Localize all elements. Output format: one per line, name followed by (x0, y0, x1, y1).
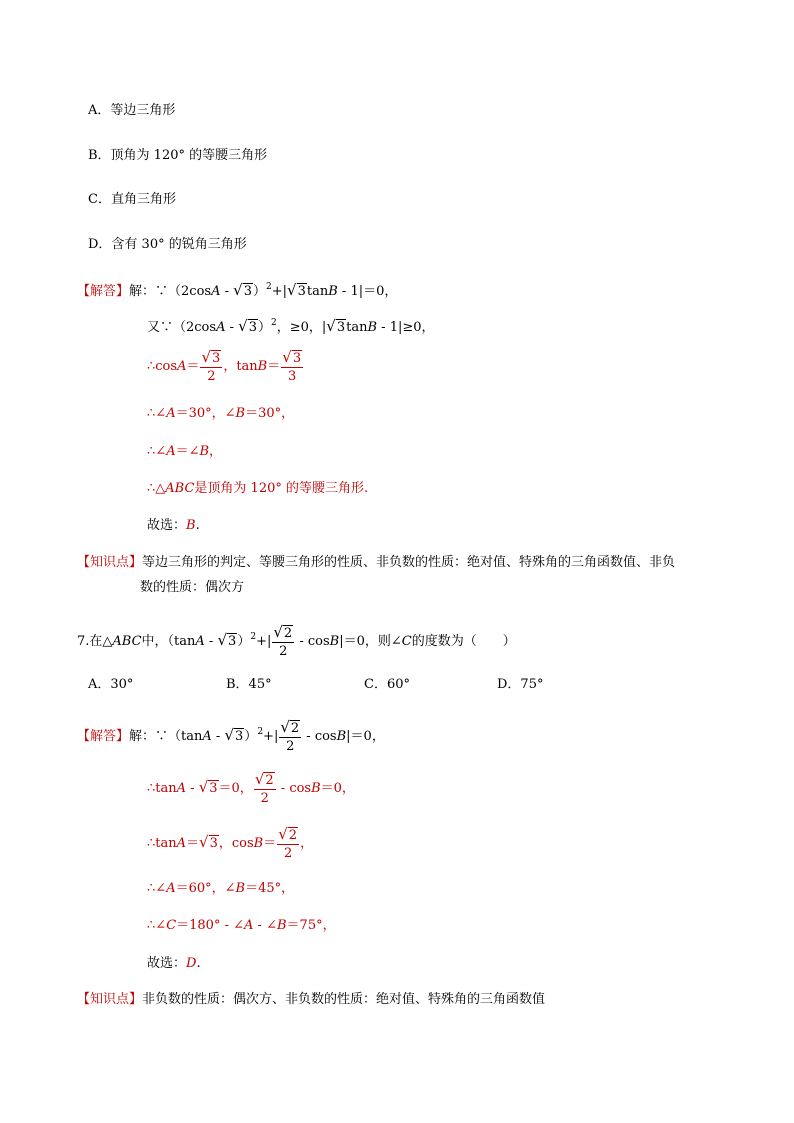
sqrt-symbol: √ (201, 348, 212, 366)
question-7 (77, 620, 516, 659)
var-a: A (195, 634, 205, 649)
op: ＝ (263, 836, 277, 851)
radicand: 3 (209, 781, 218, 796)
sqrt-symbol: √ (254, 770, 265, 788)
fraction-sqrt3-over-3 (281, 350, 303, 383)
text: 中，（tan (141, 634, 196, 649)
radicand: 3 (228, 634, 237, 649)
sqrt-3 (217, 623, 237, 659)
text: . (195, 518, 200, 533)
choice-answer: B (186, 518, 196, 533)
knowledge-point-cont: 数的性质：偶次方 (140, 580, 245, 595)
sol7-choose (147, 955, 201, 973)
text: ＝0， (320, 781, 355, 796)
text: ） (253, 284, 267, 299)
sqrt-symbol: √ (224, 726, 235, 744)
radicand: 3 (243, 284, 252, 299)
option-a: A．等边三角形 (88, 103, 176, 118)
var-c: C (166, 918, 177, 933)
op: - (211, 729, 225, 744)
var-b: B (311, 781, 321, 796)
q7-option-d: D．75° (497, 677, 544, 692)
radicand: 3 (212, 351, 221, 366)
sol7-line-3 (147, 825, 313, 861)
sqrt-symbol: √ (217, 631, 228, 649)
op: - (186, 781, 199, 796)
text: ∴△ (147, 481, 166, 496)
var-a: A (211, 284, 221, 299)
text: ∴cos (147, 359, 178, 374)
angle-symbol: ∠ (155, 881, 167, 896)
var-b: B (276, 918, 287, 933)
op: ＝ (267, 359, 281, 374)
denominator: 2 (286, 739, 295, 754)
exponent: 2 (270, 318, 277, 328)
text: |＝0，则∠ (339, 634, 402, 649)
fraction-sqrt3-over-2 (200, 350, 222, 383)
text: 7.在△ (77, 634, 113, 649)
text: ＝45°， (245, 881, 295, 896)
sol7-line-5 (147, 917, 336, 935)
exponent: 2 (250, 632, 257, 642)
text: |＝0， (346, 729, 385, 744)
text: - 1|＝0， (337, 284, 398, 299)
sol7-line-4 (147, 880, 294, 898)
solve-label: 解： (129, 729, 156, 744)
op: - (253, 918, 267, 933)
var-b: B (253, 836, 264, 851)
sqrt-3 (233, 281, 253, 301)
sqrt-symbol: √ (287, 281, 297, 299)
angle-symbol: ∠ (266, 918, 277, 933)
text: tan (346, 320, 368, 335)
radicand: 2 (290, 721, 300, 736)
radicand: 2 (288, 828, 298, 843)
radicand: 3 (297, 284, 306, 299)
text: ） (244, 729, 258, 744)
text: . (196, 956, 201, 971)
denominator: 3 (288, 369, 297, 384)
denominator: 2 (207, 369, 216, 384)
text: ＝30°， (175, 406, 225, 421)
var-b: B (257, 359, 268, 374)
radicand: 3 (209, 836, 218, 851)
answer-tag: 【解答】 (77, 284, 130, 299)
solution-choose (147, 517, 200, 535)
choice-answer: D (186, 956, 197, 971)
solution-line-4 (147, 405, 294, 423)
solution-line-2 (147, 314, 435, 337)
solution-line-6 (147, 480, 368, 498)
q7-option-c: C．60° (364, 677, 410, 692)
denominator: 2 (284, 846, 293, 861)
triangle-abc: ABC (112, 634, 142, 649)
var-b: B (235, 406, 246, 421)
option-c: C．直角三角形 (88, 192, 176, 207)
var-b: B (235, 881, 246, 896)
var-a: A (176, 836, 187, 851)
sqrt-symbol: √ (233, 281, 243, 299)
text: ∵（tan (155, 729, 203, 744)
text: 的度数为（ ） (411, 634, 516, 649)
text: ∴ (147, 444, 156, 459)
text: ∴tan (147, 836, 177, 851)
text: ， (209, 444, 223, 459)
text: ＝180° - ∠ (176, 918, 245, 933)
q7-option-b: B．45° (226, 677, 272, 692)
var-a: A (202, 729, 212, 744)
exponent: 2 (266, 282, 272, 292)
text: - cos (295, 634, 330, 649)
text: ＝∠ (175, 444, 200, 459)
angle-symbol: ∠ (155, 444, 167, 459)
var-b: B (367, 320, 378, 335)
text: ＝75°， (286, 918, 336, 933)
sqrt-3 (224, 718, 244, 754)
var-a: A (166, 444, 176, 459)
radicand: 3 (292, 351, 302, 366)
answer-tag: 【解答】 (77, 729, 130, 744)
text: ，cos (218, 836, 254, 851)
op: - (225, 320, 239, 335)
var-b: B (329, 634, 340, 649)
text: ∴ (147, 406, 156, 421)
angle-symbol: ∠ (155, 918, 167, 933)
solution-line-1 (77, 278, 397, 301)
sqrt-3 (326, 317, 346, 337)
triangle-abc: ABC (165, 481, 195, 496)
text: - cos (302, 729, 337, 744)
text: ，≥0，| (276, 320, 327, 335)
option-d: D．含有 30° 的锐角三角形 (88, 237, 247, 252)
solve-label: 解： (129, 284, 156, 299)
text: ∴ (147, 881, 156, 896)
var-a: A (177, 359, 187, 374)
text: ） (257, 320, 271, 335)
sqrt-symbol: √ (273, 623, 283, 641)
text: ＝60°， (175, 881, 225, 896)
text: ∴ (147, 918, 156, 933)
sqrt-symbol: √ (280, 718, 290, 736)
text: ＝0， (218, 781, 253, 796)
sqrt-symbol: √ (326, 317, 336, 335)
knowledge-point-7 (77, 991, 545, 1009)
op: +| (263, 729, 279, 744)
denominator: 2 (279, 644, 288, 659)
text: ， (300, 836, 314, 851)
choose-label: 故选： (147, 518, 187, 533)
sqrt-symbol: √ (198, 778, 209, 796)
knowledge-tag: 【知识点】 (77, 992, 143, 1007)
sqrt-symbol: √ (238, 317, 248, 335)
option-b: B．顶角为 120° 的等腰三角形 (88, 148, 268, 163)
knowledge-tag: 【知识点】 (77, 555, 143, 570)
radicand: 3 (248, 320, 257, 335)
text: - cos (276, 781, 312, 796)
text: ＝30°， (245, 406, 295, 421)
op: - (204, 634, 218, 649)
angle-symbol: ∠ (224, 881, 236, 896)
text: 又∵（2cos (147, 320, 217, 335)
radicand: 3 (235, 729, 244, 744)
sqrt-symbol: √ (278, 825, 288, 843)
solution-line-3 (147, 350, 304, 384)
knowledge-point (77, 554, 675, 572)
var-b: B (336, 729, 347, 744)
op: ＝ (186, 836, 200, 851)
sqrt-3 (238, 317, 258, 337)
var-a: A (244, 918, 254, 933)
exponent: 2 (257, 727, 264, 737)
var-c: C (401, 634, 412, 649)
var-a: A (216, 320, 226, 335)
text: 是顶角为 120° 的等腰三角形. (194, 481, 369, 496)
q7-option-a: A．30° (88, 677, 134, 692)
radicand: 2 (265, 773, 274, 788)
op: +| (256, 634, 272, 649)
knowledge-text: 非负数的性质：偶次方、非负数的性质：绝对值、特殊角的三角函数值 (142, 992, 546, 1007)
sqrt-3 (287, 281, 307, 301)
knowledge-text: 等边三角形的判定、等腰三角形的性质、非负数的性质：绝对值、特殊角的三角函数值、非负 (142, 555, 676, 570)
angle-symbol: ∠ (224, 406, 236, 421)
denominator: 2 (260, 791, 269, 806)
var-a: A (166, 406, 176, 421)
text: - 1|≥0， (377, 320, 435, 335)
fraction-sqrt2-over-2 (279, 720, 301, 753)
radicand: 3 (336, 320, 346, 335)
fraction-sqrt2-over-2 (277, 827, 299, 860)
text: ，tan (223, 359, 258, 374)
sol7-line-1 (77, 715, 385, 754)
sqrt-symbol: √ (199, 833, 209, 851)
sqrt-symbol: √ (282, 348, 292, 366)
radicand: 2 (283, 626, 293, 641)
text: ） (237, 634, 251, 649)
fraction-sqrt2-over-2 (254, 772, 276, 805)
fraction-sqrt2-over-2 (272, 625, 294, 658)
op: ＝ (186, 359, 200, 374)
var-a: A (176, 781, 187, 796)
choose-label: 故选： (147, 956, 187, 971)
angle-symbol: ∠ (155, 406, 167, 421)
text: tan (306, 284, 329, 299)
sqrt-3 (199, 825, 219, 861)
var-b: B (328, 284, 338, 299)
solution-line-5 (147, 443, 222, 461)
text: ∴tan (147, 781, 177, 796)
var-b: B (199, 444, 210, 459)
op: +| (271, 284, 288, 299)
sol7-line-2 (147, 770, 355, 806)
text: ∵（2cos (155, 284, 212, 299)
op: - (220, 284, 234, 299)
sqrt-3 (199, 770, 219, 806)
var-a: A (166, 881, 176, 896)
